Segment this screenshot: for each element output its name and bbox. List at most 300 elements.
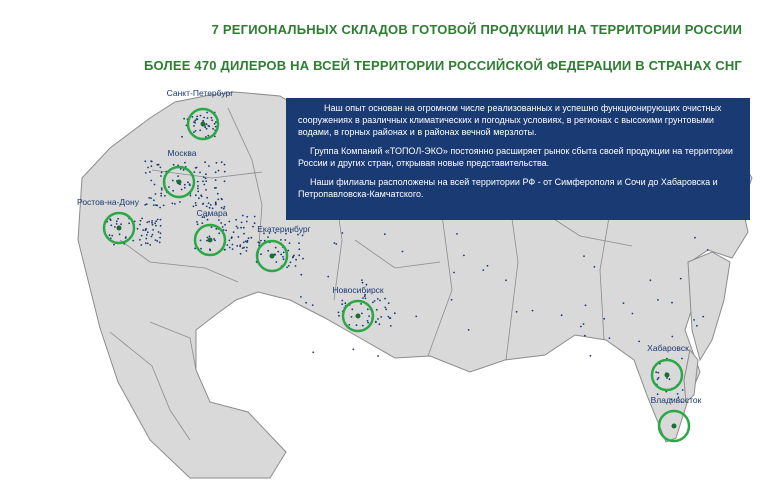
dealer-dot [693, 319, 695, 321]
dealer-dot [224, 224, 226, 226]
dealer-dot [184, 187, 186, 189]
dealer-dot [125, 237, 127, 239]
dealer-dot [229, 240, 231, 242]
dealer-dot [298, 254, 300, 256]
dealer-dot [362, 297, 364, 299]
dealer-dot [394, 312, 396, 314]
dealer-dot [197, 191, 199, 193]
dealer-dot [286, 266, 288, 268]
city-label: Ростов-на-Дону [77, 197, 139, 207]
city-label: Санкт-Петербург [166, 88, 234, 98]
dealer-dot [300, 274, 302, 276]
city-label: Москва [167, 148, 197, 158]
dealer-dot [152, 224, 154, 226]
dealer-dot [609, 337, 611, 339]
dealer-dot [156, 240, 158, 242]
dealer-dot [283, 258, 285, 260]
dealer-dot [367, 308, 369, 310]
dealer-dot [152, 234, 154, 236]
dealer-dot [295, 259, 297, 261]
dealer-dot [116, 223, 118, 225]
dealer-dot [216, 162, 218, 164]
dealer-dot [151, 222, 153, 224]
dealer-dot [202, 203, 204, 205]
dealer-dot [193, 171, 195, 173]
dealer-dot [292, 257, 294, 259]
dealer-dot [275, 261, 277, 263]
warehouse-center-dot [665, 373, 670, 378]
dealer-dot [632, 313, 634, 315]
dealer-dot [367, 320, 369, 322]
dealer-dot [245, 240, 247, 242]
dealer-dot [210, 204, 212, 206]
dealer-dot [247, 240, 249, 242]
dealer-dot [364, 295, 366, 297]
dealer-dot [154, 184, 156, 186]
dealer-dot [215, 126, 217, 128]
dealer-dot [580, 326, 582, 328]
dealer-dot [211, 117, 213, 119]
dealer-dot [384, 233, 386, 235]
dealer-dot [183, 169, 185, 171]
dealer-dot [377, 298, 379, 300]
dealer-dot [282, 256, 284, 258]
dealer-dot [211, 119, 213, 121]
dealer-dot [155, 225, 157, 227]
dealer-dot [142, 229, 144, 231]
dealer-dot [220, 222, 222, 224]
dealer-dot [196, 116, 198, 118]
dealer-dot [594, 266, 596, 268]
dealer-dot [110, 219, 112, 221]
warehouse-center-dot [356, 314, 361, 319]
dealer-dot [205, 173, 207, 175]
dealer-dot [238, 236, 240, 238]
dealer-dot [184, 162, 186, 164]
dealer-dot [338, 315, 340, 317]
dealer-dot [206, 112, 208, 114]
dealer-dot [463, 255, 465, 257]
dealer-dot [151, 220, 153, 222]
dealer-dot [149, 244, 151, 246]
dealer-dot [148, 221, 150, 223]
dealer-dot [201, 222, 203, 224]
dealer-dot [390, 325, 392, 327]
dealer-dot [183, 118, 185, 120]
dealer-dot [232, 244, 234, 246]
dealer-dot [110, 224, 112, 226]
dealer-dot [243, 227, 245, 229]
dealer-dot [288, 265, 290, 267]
dealer-dot [160, 225, 162, 227]
dealer-dot [211, 226, 213, 228]
dealer-dot [109, 234, 111, 236]
dealer-dot [160, 219, 162, 221]
dealer-dot [298, 242, 300, 244]
dealer-dot [224, 164, 226, 166]
dealer-dot [202, 120, 204, 122]
dealer-dot [372, 302, 374, 304]
dealer-dot [159, 237, 161, 239]
dealer-dot [200, 115, 202, 117]
dealer-dot [173, 164, 175, 166]
dealer-dot [209, 236, 211, 238]
dealer-dot [214, 123, 216, 125]
dealer-dot [207, 237, 209, 239]
dealer-dot [172, 190, 174, 192]
dealer-dot [209, 249, 211, 251]
dealer-dot [197, 185, 199, 187]
dealer-dot [215, 201, 217, 203]
dealer-dot [226, 244, 228, 246]
dealer-dot [290, 261, 292, 263]
dealer-dot [390, 317, 392, 319]
dealer-dot [590, 355, 592, 357]
dealer-dot [215, 121, 217, 123]
dealer-dot [229, 247, 231, 249]
dealer-dot [154, 222, 156, 224]
dealer-dot [388, 302, 390, 304]
dealer-dot [623, 302, 625, 304]
dealer-dot [164, 195, 166, 197]
dealer-dot [218, 219, 220, 221]
dealer-dot [159, 207, 161, 209]
dealer-dot [217, 193, 219, 195]
dealer-dot [149, 171, 151, 173]
dealer-dot [172, 180, 174, 182]
dealer-dot [650, 279, 652, 281]
dealer-dot [132, 240, 134, 242]
dealer-dot [696, 325, 698, 327]
dealer-dot [190, 195, 192, 197]
dealer-dot [145, 228, 147, 230]
dealer-dot [482, 269, 484, 271]
dealer-dot [218, 170, 220, 172]
dealer-dot [184, 184, 186, 186]
dealer-dot [267, 236, 269, 238]
dealer-dot [295, 265, 297, 267]
dealer-dot [193, 131, 195, 133]
dealer-dot [215, 228, 217, 230]
dealer-dot [242, 247, 244, 249]
dealer-dot [240, 227, 242, 229]
dealer-dot [257, 241, 259, 243]
dealer-dot [385, 309, 387, 311]
dealer-dot [208, 202, 210, 204]
city-label: Новосибирск [332, 285, 384, 295]
dealer-dot [151, 165, 153, 167]
dealer-dot [351, 316, 353, 318]
dealer-dot [280, 239, 282, 241]
dealer-dot [298, 248, 300, 250]
dealer-dot [312, 304, 314, 306]
dealer-dot [379, 300, 381, 302]
dealer-dot [280, 254, 282, 256]
dealer-dot [206, 197, 208, 199]
dealer-dot [289, 242, 291, 244]
dealer-dot [453, 272, 455, 274]
dealer-dot [669, 378, 671, 380]
dealer-dot [561, 314, 563, 316]
dealer-dot [380, 316, 382, 318]
dealer-dot [377, 355, 379, 357]
dealer-dot [196, 118, 198, 120]
dealer-dot [388, 316, 390, 318]
dealer-dot [195, 130, 197, 132]
dealer-dot [367, 322, 369, 324]
info-paragraph-experience: Наш опыт основан на огромном числе реализованных и успешно функционирующих очистных сооружениях в различных климатических и погодных условиях, в регионах с высокими грунтовыми водами, в горных районах и в районах вечной мерзлоты. [298, 103, 722, 137]
dealer-dot [114, 226, 116, 228]
dealer-dot [204, 126, 206, 128]
dealer-dot [161, 172, 163, 174]
dealer-dot [206, 128, 208, 130]
dealer-dot [305, 302, 307, 304]
dealer-dot [187, 181, 189, 183]
dealer-dot [657, 299, 659, 301]
dealer-dot [351, 308, 353, 310]
dealer-dot [707, 249, 709, 251]
dealer-dot [203, 176, 205, 178]
dealer-dot [157, 219, 159, 221]
city-label: Екатеринбург [257, 224, 311, 234]
dealer-dot [197, 181, 199, 183]
warehouse-center-dot [208, 238, 213, 243]
dealer-dot [221, 198, 223, 200]
dealer-dot [415, 316, 417, 318]
dealer-dot [275, 247, 277, 249]
dealer-dot [655, 371, 657, 373]
dealer-dot [161, 187, 163, 189]
dealer-dot [342, 232, 344, 234]
dealer-dot [193, 121, 195, 123]
dealer-dot [205, 189, 207, 191]
dealer-dot [353, 348, 355, 350]
dealer-dot [384, 298, 386, 300]
dealer-dot [682, 389, 684, 391]
dealer-dot [172, 203, 174, 205]
dealer-dot [702, 316, 704, 318]
dealer-dot [246, 216, 248, 218]
dealer-dot [402, 251, 404, 253]
info-paragraph-branches: Наши филиалы расположены на всей территории РФ - от Симферополя и Сочи до Хабаровска и Петропавловска-Камчатского. [298, 177, 718, 199]
dealer-dot [148, 197, 150, 199]
dealer-dot [658, 377, 660, 379]
dealer-dot [201, 196, 203, 198]
dealer-dot [235, 219, 237, 221]
dealer-dot [603, 318, 605, 320]
dealer-dot [145, 172, 147, 174]
dealer-dot [205, 180, 207, 182]
dealer-dot [181, 189, 183, 191]
dealer-dot [156, 205, 158, 207]
dealer-dot [146, 221, 148, 223]
dealer-dot [195, 194, 197, 196]
dealer-dot [152, 229, 154, 231]
headline-warehouses: 7 РЕГИОНАЛЬНЫХ СКЛАДОВ ГОТОВОЙ ПРОДУКЦИИ НА ТЕРРИТОРИИ РОССИИ [211, 22, 742, 37]
dealer-dot [277, 251, 279, 253]
dealer-dot [487, 265, 489, 267]
dealer-dot [207, 219, 209, 221]
dealer-dot [153, 204, 155, 206]
dealer-dot [671, 336, 673, 338]
dealer-dot [140, 220, 142, 222]
dealer-dot [155, 239, 157, 241]
dealer-dot [139, 239, 141, 241]
dealer-dot [215, 179, 217, 181]
dealer-dot [207, 117, 209, 119]
dealer-dot [197, 188, 199, 190]
dealer-dot [228, 221, 230, 223]
dealer-dot [163, 205, 165, 207]
dealer-dot [147, 167, 149, 169]
dealer-dot [200, 248, 202, 250]
dealer-dot [657, 372, 659, 374]
dealer-dot [198, 197, 200, 199]
dealer-dot [212, 128, 214, 130]
dealer-dot [374, 300, 376, 302]
dealer-dot [141, 235, 143, 237]
dealer-dot [196, 221, 198, 223]
dealer-dot [341, 303, 343, 305]
warehouse-center-dot [672, 424, 677, 429]
dealer-dot [248, 237, 250, 239]
dealer-dot [120, 223, 122, 225]
dealer-dot [246, 221, 248, 223]
dealer-dot [158, 164, 160, 166]
dealer-dot [208, 125, 210, 127]
dealer-dot [334, 242, 336, 244]
dealer-dot [194, 120, 196, 122]
dealer-dot [224, 171, 226, 173]
dealer-dot [671, 302, 673, 304]
dealer-dot [240, 253, 242, 255]
dealer-dot [379, 323, 381, 325]
dealer-dot [151, 236, 153, 238]
dealer-dot [161, 189, 163, 191]
dealer-dot [585, 304, 587, 306]
dealer-dot [583, 323, 585, 325]
dealer-dot [451, 299, 453, 301]
dealer-dot [160, 232, 162, 234]
dealer-dot [160, 167, 162, 169]
dealer-dot [505, 279, 507, 281]
dealer-dot [302, 235, 304, 237]
dealer-dot [241, 222, 243, 224]
dealer-dot [348, 324, 350, 326]
dealer-dot [111, 235, 113, 237]
dealer-dot [360, 303, 362, 305]
city-label: Самара [196, 208, 228, 218]
dealer-dot [516, 311, 518, 313]
dealer-dot [208, 165, 210, 167]
dealer-dot [195, 202, 197, 204]
dealer-dot [146, 234, 148, 236]
dealer-dot [246, 247, 248, 249]
dealer-dot [150, 180, 152, 182]
dealer-dot [177, 175, 179, 177]
dealer-dot [203, 117, 205, 119]
dealer-dot [377, 318, 379, 320]
dealer-dot [224, 180, 226, 182]
dealer-dot [203, 184, 205, 186]
dealer-dot [160, 195, 162, 197]
dealer-dot [150, 197, 152, 199]
dealer-dot [128, 222, 130, 224]
dealer-dot [232, 248, 234, 250]
dealer-dot [236, 226, 238, 228]
dealer-dot [254, 216, 256, 218]
dealer-dot [144, 160, 146, 162]
dealer-dot [214, 187, 216, 189]
dealer-dot [200, 240, 202, 242]
dealer-dot [638, 341, 640, 343]
dealer-dot [113, 244, 115, 246]
dealer-dot [159, 242, 161, 244]
dealer-dot [174, 203, 176, 205]
dealer-dot [207, 135, 209, 137]
dealer-dot [243, 241, 245, 243]
dealer-dot [146, 203, 148, 205]
dealer-dot [141, 218, 143, 220]
dealer-dot [694, 237, 696, 239]
info-paragraph-expansion: Группа Компаний «ТОПОЛ-ЭКО» постоянно расширяет рынок сбыта своей продукции на территории России и других стран, открывая новые представительства. [298, 146, 733, 168]
dealer-dot [195, 204, 197, 206]
dealer-dot [260, 240, 262, 242]
dealer-dot [302, 258, 304, 260]
dealer-dot [456, 233, 458, 235]
dealer-dot [254, 222, 256, 224]
dealer-dot [192, 116, 194, 118]
dealer-dot [242, 215, 244, 217]
dealer-dot [202, 180, 204, 182]
dealer-dot [361, 313, 363, 315]
dealer-dot [222, 226, 224, 228]
dealer-dot [140, 244, 142, 246]
dealer-dot [205, 178, 207, 180]
dealer-dot [179, 201, 181, 203]
dealer-dot [335, 243, 337, 245]
dealer-dot [236, 245, 238, 247]
dealer-dot [224, 249, 226, 251]
dealer-dot [362, 282, 364, 284]
dealer-dot [217, 199, 219, 201]
dealer-dot [267, 250, 269, 252]
dealer-dot [584, 335, 586, 337]
dealer-dot [239, 246, 241, 248]
dealer-dot [151, 161, 153, 163]
dealer-dot [139, 224, 141, 226]
info-box [286, 98, 750, 220]
dealer-dot [168, 186, 170, 188]
dealer-dot [155, 193, 157, 195]
dealer-dot [243, 233, 245, 235]
dealer-dot [215, 171, 217, 173]
dealer-dot [204, 161, 206, 163]
dealer-dot [181, 136, 183, 138]
dealer-dot [158, 231, 160, 233]
city-label: Владивосток [650, 395, 702, 405]
dealer-dot [116, 220, 118, 222]
dealer-dot [153, 199, 155, 201]
dealer-dot [384, 307, 386, 309]
warehouse-center-dot [201, 122, 206, 127]
dealer-dot [214, 240, 216, 242]
dealer-dot [237, 227, 239, 229]
dealer-dot [189, 183, 191, 185]
dealer-dot [199, 129, 201, 131]
dealer-dot [368, 315, 370, 317]
dealer-dot [197, 223, 199, 225]
